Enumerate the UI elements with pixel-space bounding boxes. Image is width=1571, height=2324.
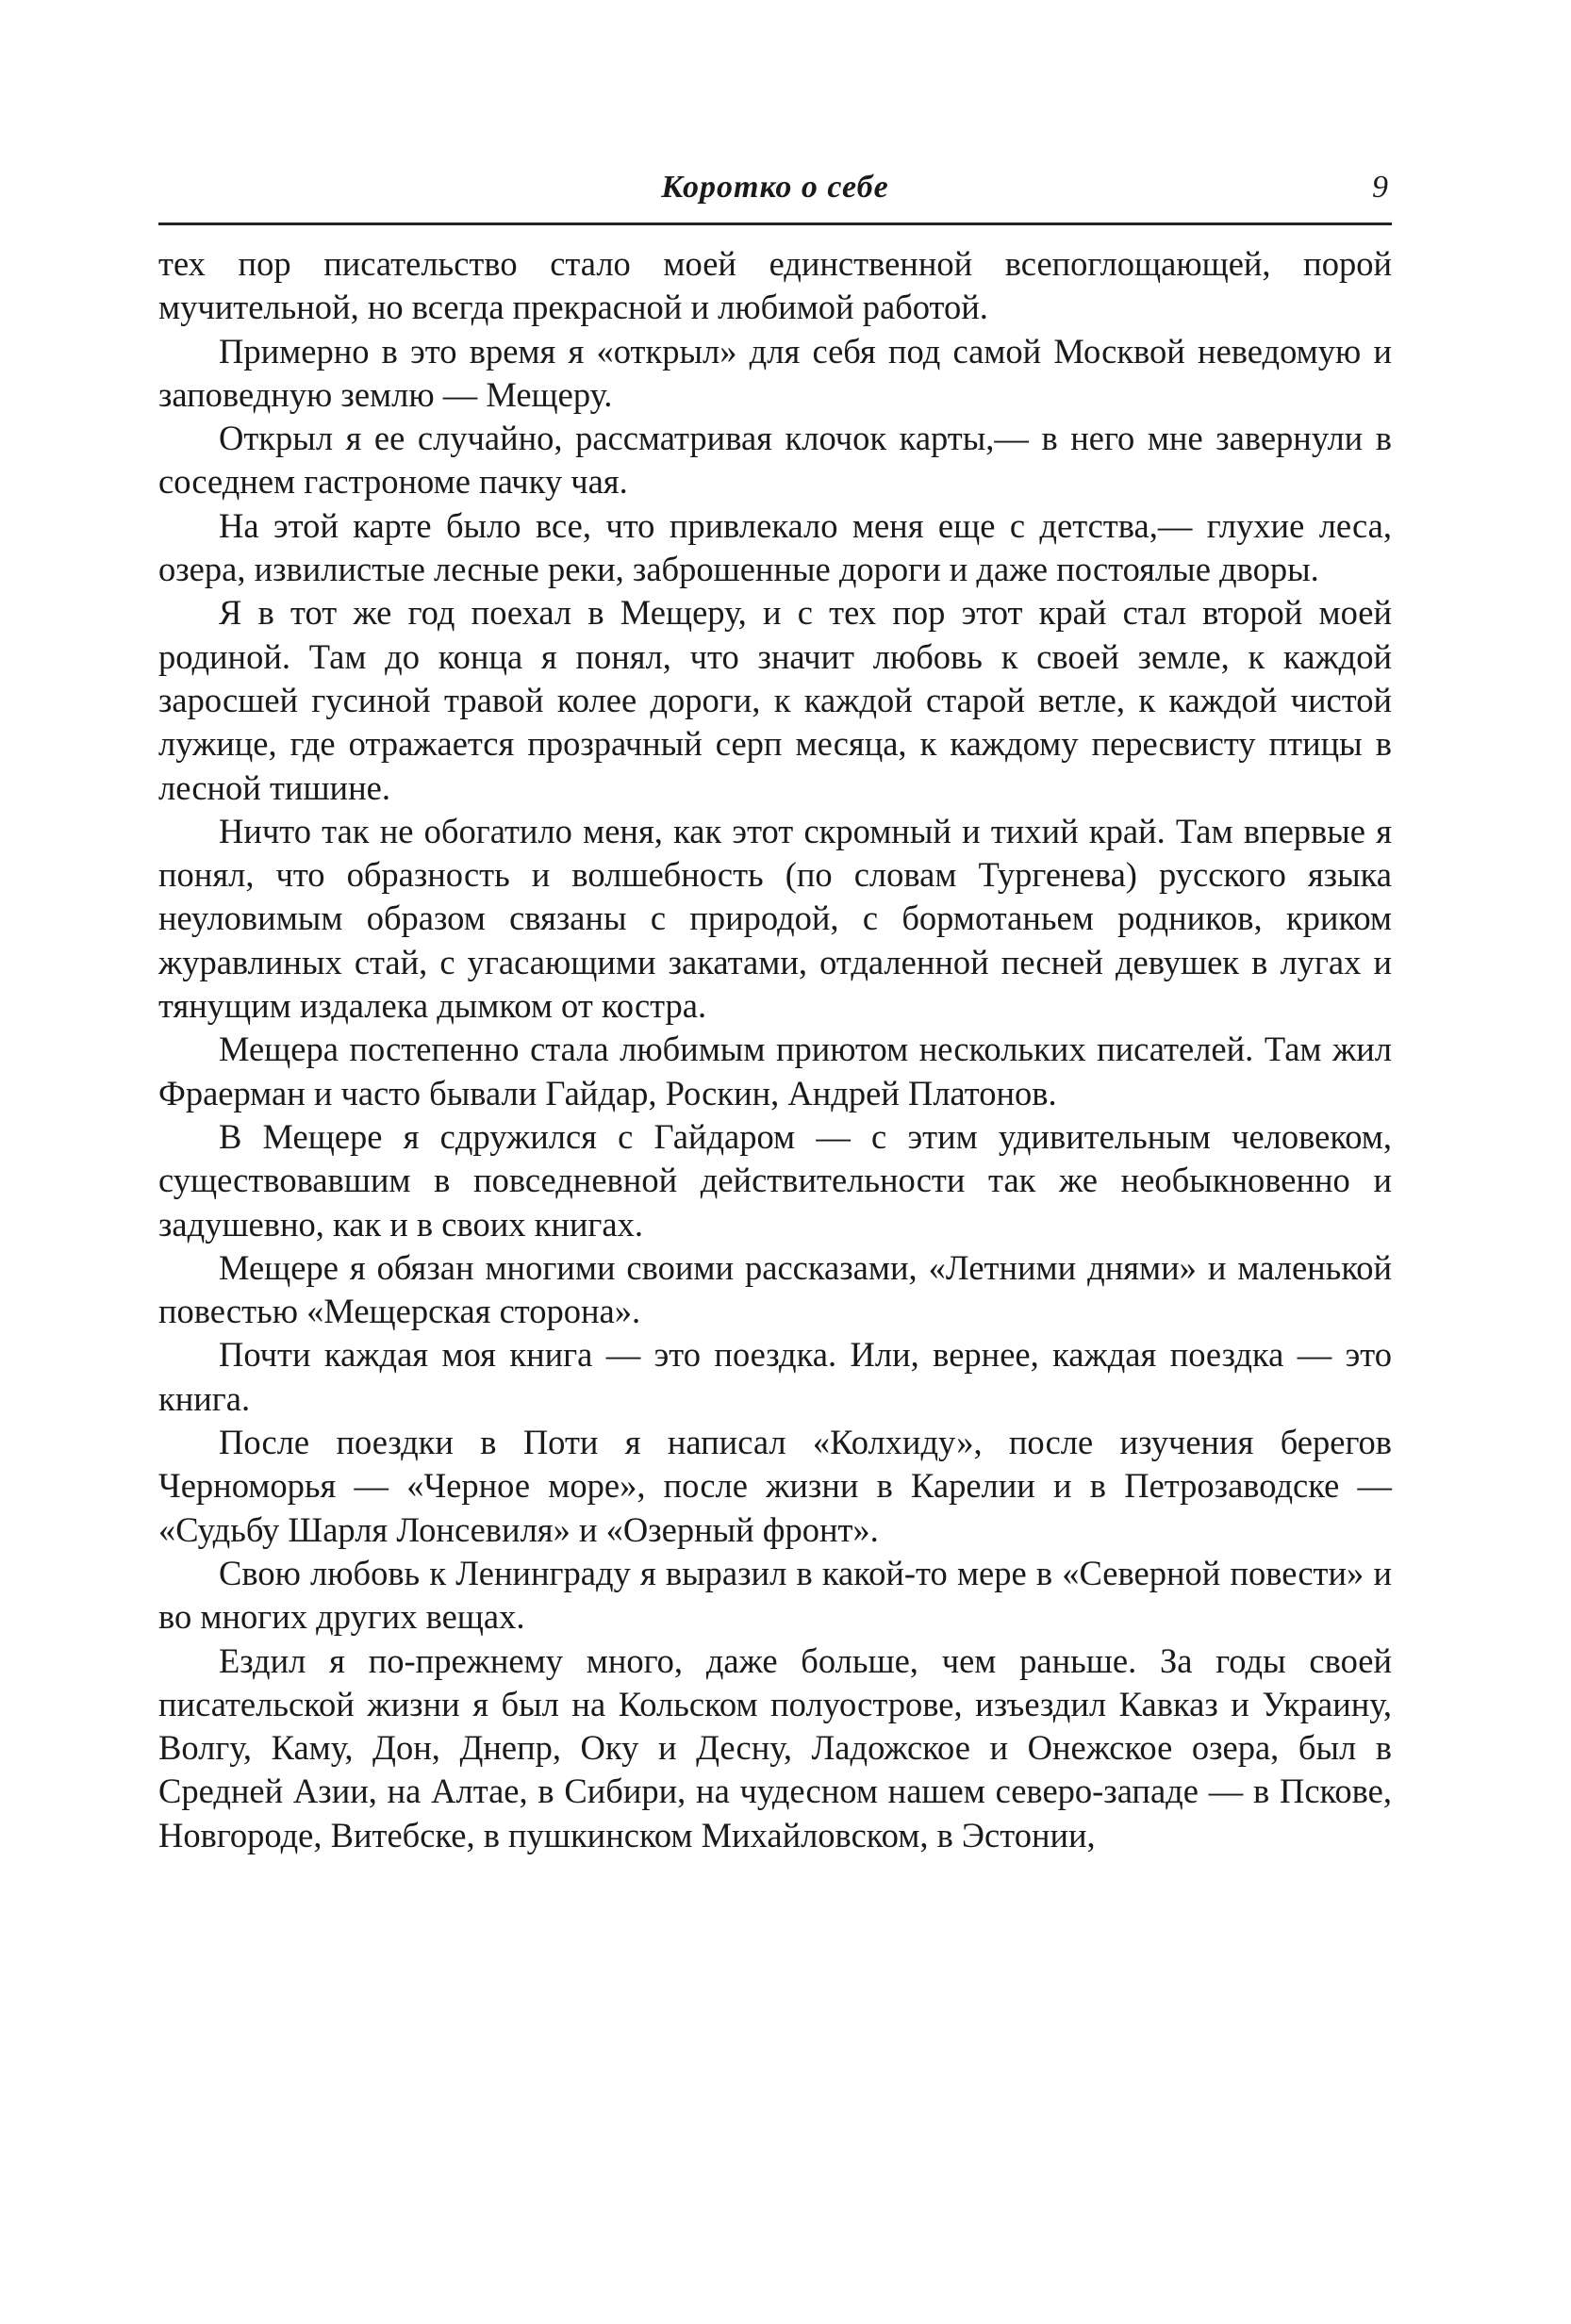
paragraph: Ничто так не обогатило меня, как этот скромный и тихий край. Там впервые я понял, что образность и волшебность (по словам Тургенева) русского языка неуловимым образом связаны с природой, с бормотаньем родников, криком журавлиных стай, с угасающими закатами, отдаленной песней девушек в лугах и тянущим издалека дымком от костра. (158, 811, 1392, 1026)
paragraph: Мещере я обязан многими своими рассказами, «Летними днями» и маленькой повестью «Мещерская сторона». (158, 1247, 1392, 1331)
paragraph: Открыл я ее случайно, рассматривая клочок карты,— в него мне завернули в соседнем гастрономе пачку чая. (158, 419, 1392, 502)
paragraph: В Мещере я сдружился с Гайдаром — с этим удивительным человеком, существовавшим в повседневной действительности так же необыкновенно и задушевно, как и в своих книгах. (158, 1116, 1392, 1244)
paragraph: На этой карте было все, что привлекало меня еще с детства,— глухие леса, озера, извилистые лесные реки, заброшенные дороги и даже постоялые дворы. (158, 505, 1392, 589)
page-number: 9 (1372, 170, 1388, 205)
paragraph: Я в тот же год поехал в Мещеру, и с тех пор этот край стал второй моей родиной. Там до конца я понял, что значит любовь к своей земле, к каждой заросшей гусиной травой колее дороги, к каждой старой ветле, к каждой чистой лужице, где отражается прозрачный серп месяца, к каждому пересвисту птицы в лесной тишине. (158, 593, 1392, 807)
paragraph: Мещера постепенно стала любимым приютом нескольких писателей. Там жил Фраерман и часто бывали Гайдар, Роскин, Андрей Платонов. (158, 1030, 1392, 1113)
paragraph: Почти каждая моя книга — это поездка. Или, вернее, каждая поездка — это книга. (158, 1335, 1392, 1418)
running-head (158, 170, 1392, 217)
running-title: Коротко о себе (661, 170, 889, 205)
book-page (158, 170, 1392, 1857)
header-rule (158, 223, 1392, 225)
paragraph: Примерно в это время я «открыл» для себя под самой Москвой неведомую и заповедную землю — Мещеру. (158, 331, 1392, 414)
body-text (158, 242, 1392, 1857)
paragraph: тех пор писательство стало моей единственной всепоглощающей, порой мучительной, но всегда прекрасной и любимой работой. (158, 244, 1392, 327)
paragraph: Свою любовь к Ленинграду я выразил в какой-то мере в «Северной повести» и во многих других вещах. (158, 1553, 1392, 1637)
paragraph: После поездки в Поти я написал «Колхиду», после изучения берегов Черноморья — «Черное море», после жизни в Карелии и в Петрозаводске — «Судьбу Шарля Лонсевиля» и «Озерный фронт». (158, 1423, 1392, 1549)
paragraph: Ездил я по-прежнему много, даже больше, чем раньше. За годы своей писательской жизни я был на Кольском полуострове, изъездил Кавказ и Украину, Волгу, Каму, Дон, Днепр, Оку и Десну, Ладожское и Онежское озера, был в Средней Азии, на Алтае, в Сибири, на чудесном нашем северо-западе — в Пскове, Новгороде, Витебске, в пушкинском Михайловском, в Эстонии, (158, 1640, 1392, 1854)
